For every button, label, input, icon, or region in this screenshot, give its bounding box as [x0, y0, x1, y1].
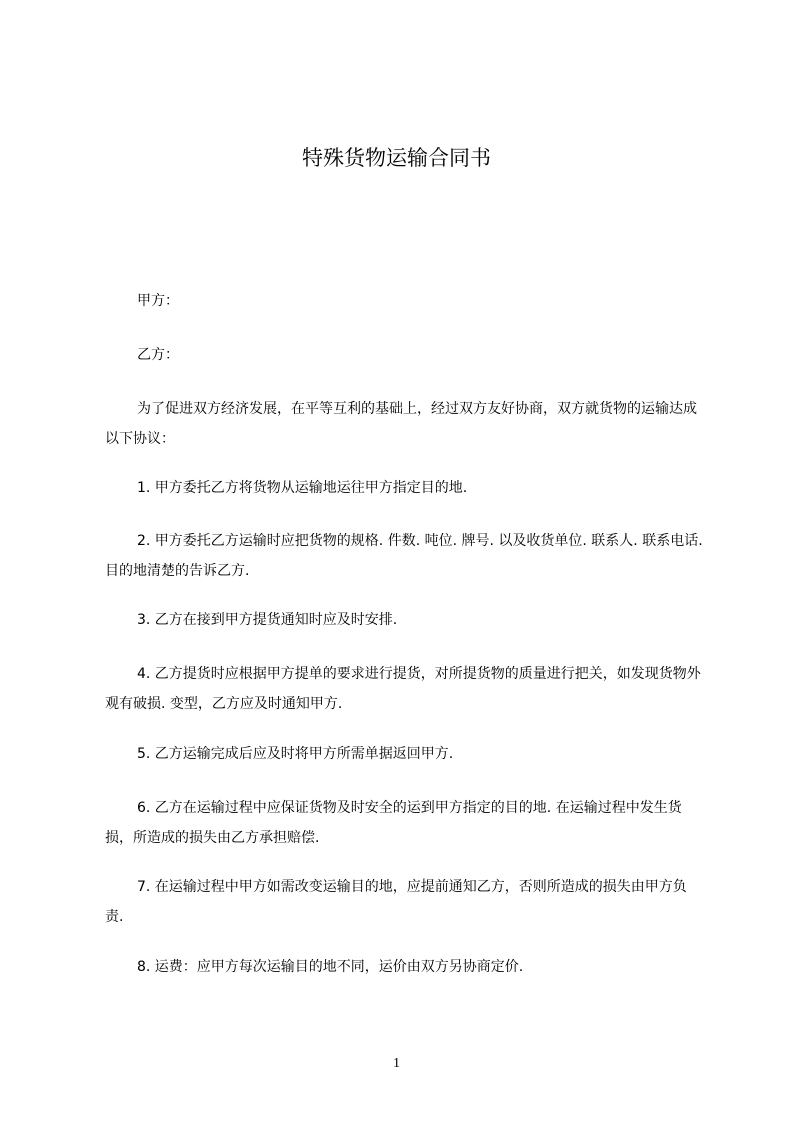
- intro-paragraph: 为了促进双方经济发展，在平等互利的基础上，经过双方友好协商，双方就货物的运输达成以下协议：: [105, 401, 697, 447]
- clause-3: 3. 乙方在接到甲方提货通知时应及时安排.: [137, 612, 398, 628]
- clause-4: 4. 乙方提货时应根据甲方提单的要求进行提货，对所提货物的质量进行把关，如发现货物外观有破损. 变型，乙方应及时通知甲方.: [105, 666, 701, 712]
- clause-5: 5. 乙方运输完成后应及时将甲方所需单据返回甲方.: [137, 746, 454, 762]
- page-number: 1: [393, 1056, 400, 1071]
- party-b: 乙方：: [137, 347, 179, 363]
- clause-7: 7. 在运输过程中甲方如需改变运输目的地，应提前通知乙方，否则所造成的损失由甲方负责.: [105, 879, 687, 925]
- document-title: 特殊货物运输合同书: [302, 146, 491, 170]
- clause-8: 8. 运费：应甲方每次运输目的地不同，运价由双方另协商定价.: [137, 959, 524, 975]
- clause-1: 1. 甲方委托乙方将货物从运输地运往甲方指定目的地.: [137, 480, 468, 496]
- clause-6: 6. 乙方在运输过程中应保证货物及时安全的运到甲方指定的目的地. 在运输过程中发生货损，所造成的损失由乙方承担赔偿.: [105, 800, 682, 846]
- party-a: 甲方：: [137, 293, 179, 309]
- clause-2: 2. 甲方委托乙方运输时应把货物的规格. 件数. 吨位. 牌号. 以及收货单位. 联系人. 联系电话. 目的地清楚的告诉乙方.: [105, 533, 703, 579]
